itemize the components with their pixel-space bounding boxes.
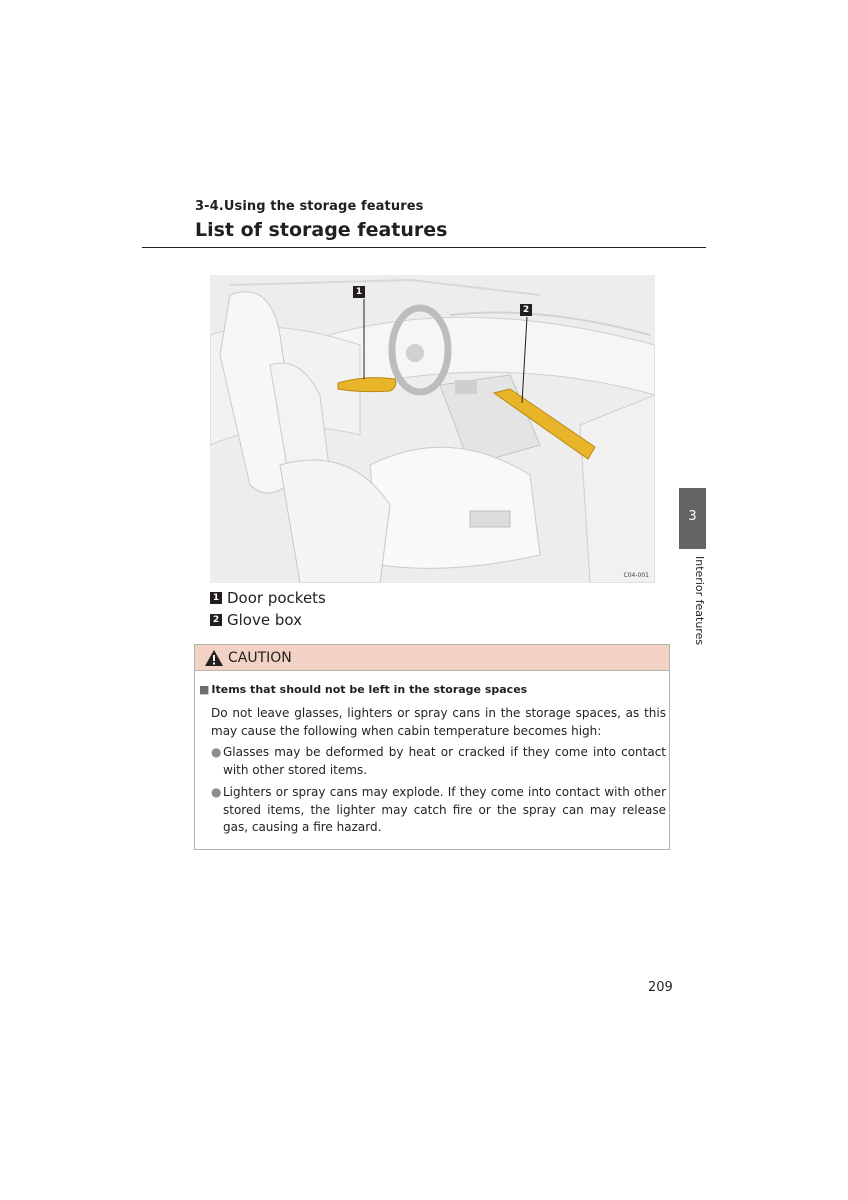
caution-bullet xyxy=(211,744,666,779)
warning-icon xyxy=(204,649,224,667)
caution-bullet-text: Glasses may be deformed by heat or cracked if they come into contact with other stored items. xyxy=(223,745,666,777)
figure-code: C04-001 xyxy=(623,572,649,579)
square-bullet-icon: ■ xyxy=(199,683,210,696)
title-divider xyxy=(142,247,706,248)
chapter-tab: 3 xyxy=(679,488,706,549)
page-title: List of storage features xyxy=(195,219,448,241)
legend-label: Glove box xyxy=(227,611,302,629)
legend-label: Door pockets xyxy=(227,589,326,607)
caution-header xyxy=(195,645,669,671)
page-number: 209 xyxy=(648,980,673,995)
legend-marker-1: 1 xyxy=(210,592,222,604)
caution-title: CAUTION xyxy=(228,649,292,666)
caution-subheading-text: Items that should not be left in the storage spaces xyxy=(211,683,528,696)
caution-subheading xyxy=(199,683,527,696)
bullet-dot-icon: ● xyxy=(211,745,222,759)
cabin-drawing xyxy=(210,275,655,583)
callout-marker-2: 2 xyxy=(520,304,532,316)
caution-box xyxy=(194,644,670,850)
bullet-dot-icon: ● xyxy=(211,785,222,799)
caution-paragraph: Do not leave glasses, lighters or spray cans in the storage spaces, as this may cause the following when cabin temperature becomes high: xyxy=(211,706,666,738)
legend-marker-2: 2 xyxy=(210,614,222,626)
interior-illustration xyxy=(210,275,655,583)
caution-bullet-text: Lighters or spray cans may explode. If they come into contact with other stored items, the lighter may catch fire or the spray can may release gas, causing a fire hazard. xyxy=(223,785,666,834)
callout-marker-1: 1 xyxy=(353,286,365,298)
caution-bullet xyxy=(211,784,666,837)
legend-item-glove-box xyxy=(210,611,302,629)
chapter-label: Interior features xyxy=(693,556,706,646)
section-label: 3-4.Using the storage features xyxy=(195,199,424,214)
legend-item-door-pockets xyxy=(210,589,326,607)
